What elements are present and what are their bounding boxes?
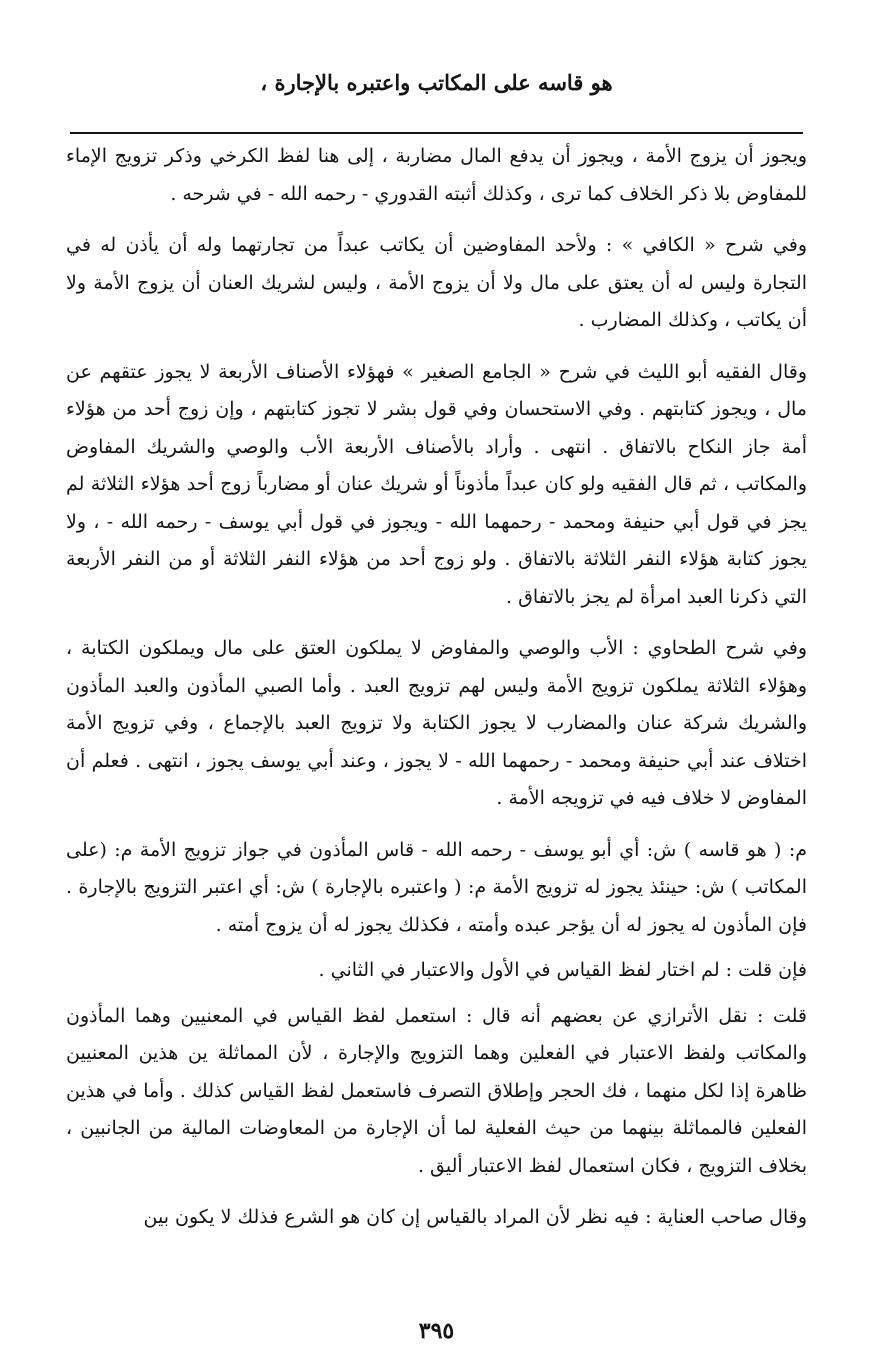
paragraph: وفي شرح « الكافي » : ولأحد المفاوضين أن يكاتب عبداً من تجارتهما وله أن يأذن له في التجارة وليس له أن يعتق على مال ولا أن يزوج الأمة ، وليس لشريك العنان أن يزوج الأمة ولا أن يكاتب ، وكذلك المضارب .: [66, 234, 807, 331]
paragraph: وقال الفقيه أبو الليث في شرح « الجامع الصغير » فهؤلاء الأصناف الأربعة لا يجوز عتقهم عن مال ، ويجوز كتابتهم . وفي الاستحسان وفي قول بشر لا تجوز كتابتهم ، وإن زوج أحد من هؤلاء أمة جاز النكاح بالاتفاق . انتهى . وأراد بالأصناف الأربعة الأب والوصي والشريك المفاوض والمكاتب ، ثم قال الفقيه ولو كان عبداً مأذوناً أو شريك عنان أو مضارباً زوج أحد هؤلاء الثلاثة لم يجز في قول أبي حنيفة ومحمد - رحمهما الله - ويجوز في قول أبي يوسف - رحمه الله - ، ولا يجوز كتابة هؤلاء النفر الثلاثة بالاتفاق . ولو زوج أحد من هؤلاء النفر الثلاثة أو من النفر الأربعة التي ذكرنا العبد امرأة لم يجز بالاتفاق .: [66, 360, 807, 608]
paragraph: م: ( هو قاسه ) ش: أي أبو يوسف - رحمه الله - قاس المأذون في جواز تزويج الأمة م: (على المكاتب ) ش: حينئذ يجوز له تزويج الأمة م: ( واعتبره بالإجارة ) ش: أي اعتبر التزويج بالإجارة . فإن المأذون له يجوز له أن يؤجر عبده وأمته ، فكذلك يجوز له أن يزوج أمته .: [66, 838, 807, 936]
running-title: هو قاسه على المكاتب واعتبره بالإجارة ،: [260, 70, 613, 95]
page-number: [0, 1318, 873, 1344]
paragraph: وقال صاحب العناية : فيه نظر لأن المراد بالقياس إن كان هو الشرع فذلك لا يكون بين: [143, 1206, 807, 1228]
body-text: [66, 138, 807, 1251]
paragraph: وفي شرح الطحاوي : الأب والوصي والمفاوض لا يملكون العتق على مال ويملكون الكتابة ، وهؤلاء الثلاثة يملكون تزويج الأمة وليس لهم تزويج العبد . وأما الصبي المأذون والعبد المأذون والشريك شركة عنان والمضارب لا يجوز الكتابة ولا تزويج العبد بالإجماع ، وفي تزويج الأمة اختلاف عند أبي حنيفة ومحمد - رحمهما الله - لا يجوز ، وعند أبي يوسف يجوز ، انتهى . فعلم أن المفاوض لا خلاف فيه في تزويجه الأمة .: [66, 637, 807, 809]
paragraph: فإن قلت : لم اختار لفظ القياس في الأول والاعتبار في الثاني .: [318, 959, 807, 981]
page-header: [60, 70, 813, 95]
page-number-label: ٣٩٥: [418, 1318, 455, 1344]
header-rule: [70, 132, 803, 134]
paragraph: قلت : نقل الأترازي عن بعضهم أنه قال : استعمل لفظ القياس في المعنيين وهما المأذون والمكاتب ولفظ الاعتبار في الفعلين وهما التزويج والإجارة ، لأن المماثلة ين هذين المعنيين ظاهرة إذا لكل منهما ، فك الحجر وإطلاق التصرف فاستعمل لفظ القياس كذلك . وأما في هذين الفعلين فالمماثلة بينهما من حيث الفعلية لما أن الإجارة من المعاوضات المالية من الجانبين ، بخلاف التزويج ، فكان استعمال لفظ الاعتبار أليق .: [66, 1004, 807, 1177]
paragraph: ويجوز أن يزوج الأمة ، ويجوز أن يدفع المال مضاربة ، إلى هنا لفظ الكرخي وذكر تزويج الإماء للمفاوض بلا ذكر الخلاف كما ترى ، وكذلك أثبته القدوري - رحمه الله - في شرحه .: [66, 145, 807, 205]
